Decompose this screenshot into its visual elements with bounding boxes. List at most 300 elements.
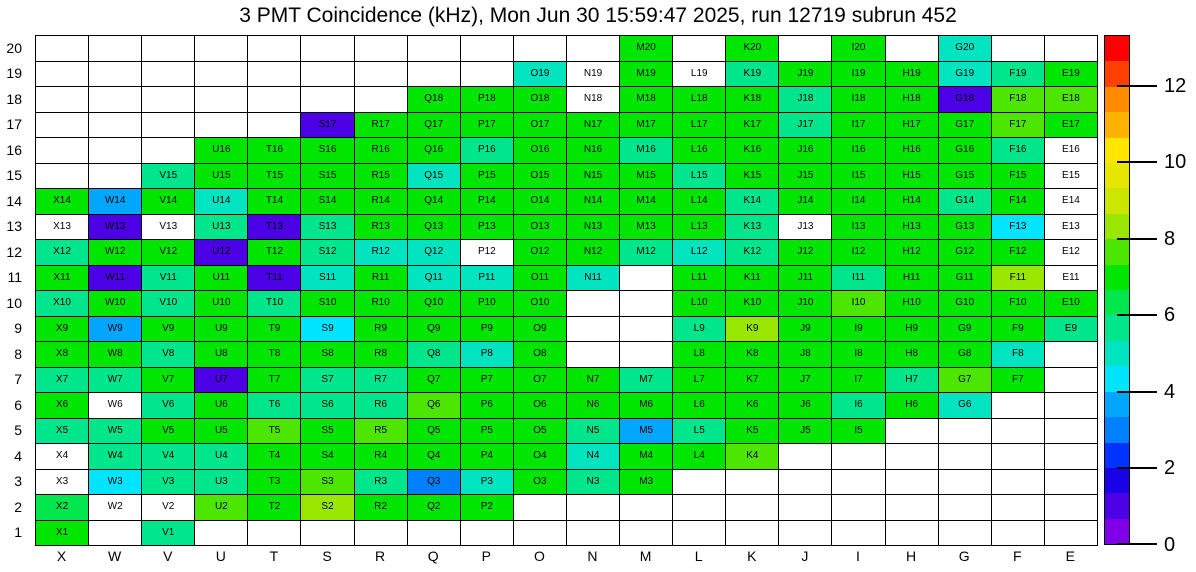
y-axis (0, 35, 30, 545)
cell-K5: K5 (726, 419, 779, 445)
cell-R7: R7 (355, 368, 408, 394)
cell-M8 (620, 342, 673, 368)
cell-U2: U2 (195, 495, 248, 521)
cell-L19: L19 (673, 62, 726, 88)
cell-M11 (620, 266, 673, 292)
cell-M12: M12 (620, 240, 673, 266)
cell-H16: H16 (886, 138, 939, 164)
cell-T6: T6 (248, 393, 301, 419)
cell-I14: I14 (832, 189, 885, 215)
cell-F13: F13 (992, 215, 1045, 241)
colorbar-band (1105, 265, 1129, 290)
y-axis-label: 19 (6, 65, 22, 82)
cell-W14: W14 (89, 189, 142, 215)
colorbar-band (1105, 239, 1129, 264)
cell-T17 (248, 113, 301, 139)
cell-E13: E13 (1045, 215, 1098, 241)
cell-F4 (992, 444, 1045, 470)
cell-G11: G11 (939, 266, 992, 292)
cell-J8: J8 (779, 342, 832, 368)
cell-S5: S5 (301, 419, 354, 445)
colorbar-band (1105, 341, 1129, 366)
x-axis-label: J (801, 548, 809, 564)
cell-N4: N4 (567, 444, 620, 470)
cell-K11: K11 (726, 266, 779, 292)
cell-H13: H13 (886, 215, 939, 241)
cell-X19 (36, 62, 89, 88)
cell-O17: O17 (514, 113, 567, 139)
cell-Q16: Q16 (408, 138, 461, 164)
cell-W5: W5 (89, 419, 142, 445)
y-axis-label: 9 (14, 320, 22, 337)
cell-U4: U4 (195, 444, 248, 470)
cell-U5: U5 (195, 419, 248, 445)
cell-N2 (567, 495, 620, 521)
cell-Q15: Q15 (408, 164, 461, 190)
cell-G15: G15 (939, 164, 992, 190)
colorbar (1104, 35, 1130, 545)
y-axis-label: 17 (6, 116, 22, 133)
x-axis-label: L (694, 548, 703, 564)
cell-T14: T14 (248, 189, 301, 215)
colorbar-tick-label: 6 (1164, 304, 1176, 327)
y-axis-label: 2 (14, 498, 22, 515)
cell-M14: M14 (620, 189, 673, 215)
cell-M15: M15 (620, 164, 673, 190)
cell-L17: L17 (673, 113, 726, 139)
cell-U8: U8 (195, 342, 248, 368)
cell-P17: P17 (461, 113, 514, 139)
cell-H19: H19 (886, 62, 939, 88)
cell-G4 (939, 444, 992, 470)
cell-O11: O11 (514, 266, 567, 292)
cell-E20 (1045, 36, 1098, 62)
cell-O4: O4 (514, 444, 567, 470)
cell-F1 (992, 521, 1045, 547)
cell-I6: I6 (832, 393, 885, 419)
cell-K7: K7 (726, 368, 779, 394)
cell-J14: J14 (779, 189, 832, 215)
cell-E8 (1045, 342, 1098, 368)
cell-P11: P11 (461, 266, 514, 292)
y-axis-label: 20 (6, 39, 22, 56)
cell-H17: H17 (886, 113, 939, 139)
cell-J15: J15 (779, 164, 832, 190)
cell-I1 (832, 521, 885, 547)
cell-L9: L9 (673, 317, 726, 343)
cell-V18 (142, 87, 195, 113)
cell-I9: I9 (832, 317, 885, 343)
cell-U13: U13 (195, 215, 248, 241)
cell-H9: H9 (886, 317, 939, 343)
cell-H3 (886, 470, 939, 496)
cell-O15: O15 (514, 164, 567, 190)
cell-G18: G18 (939, 87, 992, 113)
cell-M9 (620, 317, 673, 343)
cell-H2 (886, 495, 939, 521)
cell-G6: G6 (939, 393, 992, 419)
cell-L16: L16 (673, 138, 726, 164)
cell-E4 (1045, 444, 1098, 470)
cell-K19: K19 (726, 62, 779, 88)
cell-K17: K17 (726, 113, 779, 139)
colorbar-tick-label: 8 (1164, 227, 1176, 250)
cell-K2 (726, 495, 779, 521)
cell-F7: F7 (992, 368, 1045, 394)
cell-O12: O12 (514, 240, 567, 266)
cell-X11: X11 (36, 266, 89, 292)
cell-P19 (461, 62, 514, 88)
cell-E5 (1045, 419, 1098, 445)
cell-T18 (248, 87, 301, 113)
cell-M18: M18 (620, 87, 673, 113)
cell-T10: T10 (248, 291, 301, 317)
cell-P18: P18 (461, 87, 514, 113)
cell-E9: E9 (1045, 317, 1098, 343)
cell-P5: P5 (461, 419, 514, 445)
x-axis-label: F (1012, 548, 1022, 564)
cell-F2 (992, 495, 1045, 521)
cell-G12: G12 (939, 240, 992, 266)
y-axis-label: 16 (6, 141, 22, 158)
cell-X2: X2 (36, 495, 89, 521)
cell-N3: N3 (567, 470, 620, 496)
cell-R15: R15 (355, 164, 408, 190)
x-axis-label: I (856, 548, 860, 564)
cell-T8: T8 (248, 342, 301, 368)
cell-L8: L8 (673, 342, 726, 368)
cell-Q14: Q14 (408, 189, 461, 215)
cell-F18: F18 (992, 87, 1045, 113)
cell-M6: M6 (620, 393, 673, 419)
cell-H4 (886, 444, 939, 470)
cell-S20 (301, 36, 354, 62)
cell-V15: V15 (142, 164, 195, 190)
cell-J2 (779, 495, 832, 521)
cell-Q9: Q9 (408, 317, 461, 343)
cell-L7: L7 (673, 368, 726, 394)
cell-E3 (1045, 470, 1098, 496)
cell-X6: X6 (36, 393, 89, 419)
cell-U15: U15 (195, 164, 248, 190)
cell-N9 (567, 317, 620, 343)
cell-T20 (248, 36, 301, 62)
cell-U14: U14 (195, 189, 248, 215)
cell-T1 (248, 521, 301, 547)
cell-J10: J10 (779, 291, 832, 317)
cell-U11: U11 (195, 266, 248, 292)
cell-G9: G9 (939, 317, 992, 343)
cell-Q2: Q2 (408, 495, 461, 521)
cell-S3: S3 (301, 470, 354, 496)
cell-G17: G17 (939, 113, 992, 139)
cell-U10: U10 (195, 291, 248, 317)
cell-R5: R5 (355, 419, 408, 445)
cell-W20 (89, 36, 142, 62)
cell-J6: J6 (779, 393, 832, 419)
cell-M7: M7 (620, 368, 673, 394)
cell-G7: G7 (939, 368, 992, 394)
cell-W10: W10 (89, 291, 142, 317)
cell-I16: I16 (832, 138, 885, 164)
cell-S18 (301, 87, 354, 113)
cell-R8: R8 (355, 342, 408, 368)
cell-I13: I13 (832, 215, 885, 241)
cell-F14: F14 (992, 189, 1045, 215)
cell-F20 (992, 36, 1045, 62)
cell-E1 (1045, 521, 1098, 547)
y-axis-label: 3 (14, 473, 22, 490)
colorbar-band (1105, 392, 1129, 417)
cell-K13: K13 (726, 215, 779, 241)
y-axis-label: 1 (14, 524, 22, 541)
cell-O18: O18 (514, 87, 567, 113)
cell-Q11: Q11 (408, 266, 461, 292)
cell-L6: L6 (673, 393, 726, 419)
cell-F16: F16 (992, 138, 1045, 164)
cell-N15: N15 (567, 164, 620, 190)
cell-X4: X4 (36, 444, 89, 470)
colorbar-band (1105, 519, 1129, 544)
x-axis-label: V (163, 548, 173, 564)
cell-M19: M19 (620, 62, 673, 88)
cell-U20 (195, 36, 248, 62)
cell-T15: T15 (248, 164, 301, 190)
cell-H12: H12 (886, 240, 939, 266)
x-axis (35, 548, 1097, 568)
cell-H8: H8 (886, 342, 939, 368)
cell-P15: P15 (461, 164, 514, 190)
y-axis-label: 10 (6, 294, 22, 311)
y-axis-label: 14 (6, 192, 22, 209)
cell-X14: X14 (36, 189, 89, 215)
x-axis-label: W (108, 548, 122, 564)
cell-M16: M16 (620, 138, 673, 164)
cell-N6: N6 (567, 393, 620, 419)
cell-N1 (567, 521, 620, 547)
cell-H7: H7 (886, 368, 939, 394)
cell-T9: T9 (248, 317, 301, 343)
cell-G8: G8 (939, 342, 992, 368)
cell-W6: W6 (89, 393, 142, 419)
chart-title: 3 PMT Coincidence (kHz), Mon Jun 30 15:59:47 2025, run 12719 subrun 452 (239, 4, 957, 27)
cell-S19 (301, 62, 354, 88)
x-axis-label: E (1065, 548, 1075, 564)
cell-S15: S15 (301, 164, 354, 190)
cell-Q8: Q8 (408, 342, 461, 368)
cell-Q6: Q6 (408, 393, 461, 419)
colorbar-band (1105, 443, 1129, 468)
y-axis-label: 8 (14, 345, 22, 362)
y-axis-label: 4 (14, 447, 22, 464)
cell-K20: K20 (726, 36, 779, 62)
cell-N7: N7 (567, 368, 620, 394)
cell-G1 (939, 521, 992, 547)
cell-S11: S11 (301, 266, 354, 292)
cell-R4: R4 (355, 444, 408, 470)
y-axis-label: 15 (6, 167, 22, 184)
cell-R18 (355, 87, 408, 113)
cell-E7 (1045, 368, 1098, 394)
cell-I20: I20 (832, 36, 885, 62)
cell-X12: X12 (36, 240, 89, 266)
cell-X1: X1 (36, 521, 89, 547)
cell-O2 (514, 495, 567, 521)
cell-X3: X3 (36, 470, 89, 496)
cell-R16: R16 (355, 138, 408, 164)
cell-P20 (461, 36, 514, 62)
cell-O8: O8 (514, 342, 567, 368)
cell-F15: F15 (992, 164, 1045, 190)
cell-O14: O14 (514, 189, 567, 215)
colorbar-tick-label: 12 (1164, 74, 1187, 97)
cell-V13: V13 (142, 215, 195, 241)
colorbar-tick-label: 2 (1164, 457, 1176, 480)
cell-F9: F9 (992, 317, 1045, 343)
x-axis-label: N (587, 548, 598, 564)
cell-G13: G13 (939, 215, 992, 241)
cell-P1 (461, 521, 514, 547)
cell-R1 (355, 521, 408, 547)
cell-J5: J5 (779, 419, 832, 445)
cell-O13: O13 (514, 215, 567, 241)
cell-E10: E10 (1045, 291, 1098, 317)
cell-Q19 (408, 62, 461, 88)
cell-E11: E11 (1045, 266, 1098, 292)
cell-R10: R10 (355, 291, 408, 317)
colorbar-band (1105, 366, 1129, 391)
x-axis-label: H (905, 548, 917, 564)
cell-V19 (142, 62, 195, 88)
cell-X15 (36, 164, 89, 190)
cell-Q17: Q17 (408, 113, 461, 139)
cell-H5 (886, 419, 939, 445)
cell-Q1 (408, 521, 461, 547)
cell-W9: W9 (89, 317, 142, 343)
cell-I8: I8 (832, 342, 885, 368)
cell-N18: N18 (567, 87, 620, 113)
cell-L10: L10 (673, 291, 726, 317)
cell-S16: S16 (301, 138, 354, 164)
cell-X8: X8 (36, 342, 89, 368)
cell-F11: F11 (992, 266, 1045, 292)
cell-W4: W4 (89, 444, 142, 470)
cell-K8: K8 (726, 342, 779, 368)
cell-N14: N14 (567, 189, 620, 215)
cell-W19 (89, 62, 142, 88)
colorbar-band (1105, 214, 1129, 239)
cell-T5: T5 (248, 419, 301, 445)
cell-M1 (620, 521, 673, 547)
y-axis-label: 11 (7, 269, 22, 286)
cell-V14: V14 (142, 189, 195, 215)
cell-J16: J16 (779, 138, 832, 164)
cell-G10: G10 (939, 291, 992, 317)
cell-L5: L5 (673, 419, 726, 445)
cell-M17: M17 (620, 113, 673, 139)
cell-I3 (832, 470, 885, 496)
cell-I18: I18 (832, 87, 885, 113)
cell-L12: L12 (673, 240, 726, 266)
cell-H1 (886, 521, 939, 547)
cell-F12: F12 (992, 240, 1045, 266)
cell-I19: I19 (832, 62, 885, 88)
cell-S6: S6 (301, 393, 354, 419)
x-axis-label: T (269, 548, 279, 564)
cell-P8: P8 (461, 342, 514, 368)
cell-S2: S2 (301, 495, 354, 521)
cell-U12: U12 (195, 240, 248, 266)
cell-T12: T12 (248, 240, 301, 266)
cell-J9: J9 (779, 317, 832, 343)
cell-Q20 (408, 36, 461, 62)
cell-E17: E17 (1045, 113, 1098, 139)
cell-S7: S7 (301, 368, 354, 394)
colorbar-band (1105, 61, 1129, 86)
cell-H14: H14 (886, 189, 939, 215)
y-axis-label: 5 (14, 422, 22, 439)
cell-V6: V6 (142, 393, 195, 419)
cell-G20: G20 (939, 36, 992, 62)
colorbar-tick-label: 4 (1164, 380, 1176, 403)
cell-X13: X13 (36, 215, 89, 241)
cell-U16: U16 (195, 138, 248, 164)
cell-O6: O6 (514, 393, 567, 419)
cell-S14: S14 (301, 189, 354, 215)
cell-L18: L18 (673, 87, 726, 113)
cell-U6: U6 (195, 393, 248, 419)
cell-K10: K10 (726, 291, 779, 317)
cell-N8 (567, 342, 620, 368)
cell-U3: U3 (195, 470, 248, 496)
cell-L2 (673, 495, 726, 521)
cell-N5: N5 (567, 419, 620, 445)
x-axis-label: U (215, 548, 226, 564)
colorbar-tick-label: 0 (1164, 534, 1176, 556)
cell-T2: T2 (248, 495, 301, 521)
y-axis-label: 18 (6, 90, 22, 107)
cell-Q4: Q4 (408, 444, 461, 470)
cell-S8: S8 (301, 342, 354, 368)
cell-I10: I10 (832, 291, 885, 317)
cell-J7: J7 (779, 368, 832, 394)
colorbar-band (1105, 468, 1129, 493)
cell-Q12: Q12 (408, 240, 461, 266)
cell-P7: P7 (461, 368, 514, 394)
cell-L1 (673, 521, 726, 547)
cell-I17: I17 (832, 113, 885, 139)
cell-V7: V7 (142, 368, 195, 394)
cell-K14: K14 (726, 189, 779, 215)
cell-V20 (142, 36, 195, 62)
cell-H11: H11 (886, 266, 939, 292)
cell-R19 (355, 62, 408, 88)
cell-H18: H18 (886, 87, 939, 113)
cell-L20 (673, 36, 726, 62)
cell-S13: S13 (301, 215, 354, 241)
cell-S12: S12 (301, 240, 354, 266)
cell-O1 (514, 521, 567, 547)
cell-Q7: Q7 (408, 368, 461, 394)
cell-X5: X5 (36, 419, 89, 445)
cell-W17 (89, 113, 142, 139)
cell-J1 (779, 521, 832, 547)
cell-L3 (673, 470, 726, 496)
cell-R2: R2 (355, 495, 408, 521)
cell-X10: X10 (36, 291, 89, 317)
cell-J3 (779, 470, 832, 496)
cell-E2 (1045, 495, 1098, 521)
